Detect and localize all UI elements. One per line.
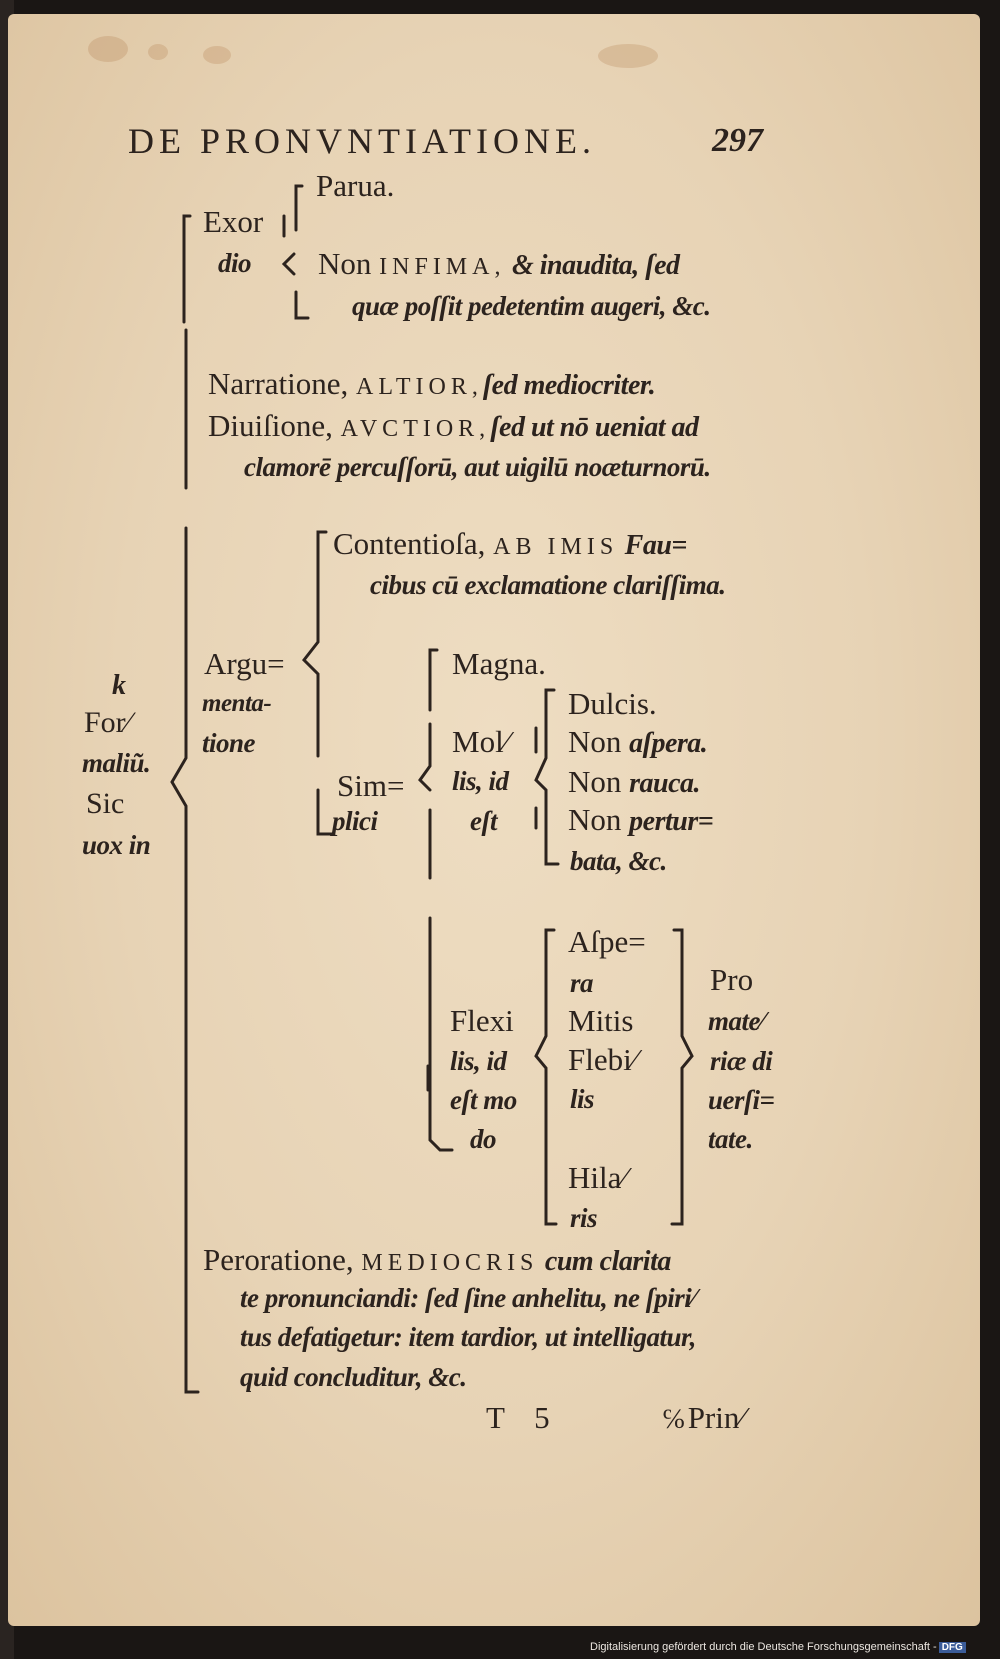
peroratione-line-1: Peroratione, MEDIOCRIS cum clarita: [203, 1242, 671, 1277]
mollis-item: Non rauca.: [568, 764, 701, 799]
flexilis-item: Hila⁄: [568, 1160, 627, 1195]
peroratione-line-4: quid concluditur, &c.: [240, 1362, 467, 1392]
flexilis-label: lis, id: [450, 1046, 507, 1076]
digitization-credit: Digitalisierung gefördert durch die Deutsche Forschungsgemeinschaft - DFG: [590, 1641, 966, 1653]
peroratione-line-2: te pronunciandi: ſed ſine anhelitu, ne ſpiri⁄: [240, 1283, 696, 1313]
flexilis-item: Mitis: [568, 1003, 634, 1038]
marginal-sigil: k: [112, 670, 126, 701]
contentiosa-line-2: cibus cū exclamatione clariſſima.: [370, 570, 726, 600]
peroratione-line-3: tus defatigetur: item tardior, ut intelligatur,: [240, 1322, 696, 1352]
left-label-line: uox in: [82, 830, 151, 860]
mollis-label: lis, id: [452, 766, 509, 796]
exordio-label: Exor: [203, 204, 264, 239]
diuisione-line-1: Diuiſione, AVCTIOR,ſed ut nō ueniat ad: [208, 408, 699, 443]
mollis-item: Non pertur=: [568, 802, 714, 837]
exordio-label: dio: [218, 248, 252, 278]
simplici-label: plici: [332, 806, 378, 836]
mollis-label: Mol⁄: [452, 724, 509, 759]
pro-materia-label: mate⁄: [708, 1006, 764, 1036]
pro-materia-label: riæ di: [710, 1046, 773, 1076]
running-title: DE PRONVNTIATIONE.: [128, 121, 596, 161]
diuisione-line-2: clamorē percuſſorū, aut uigilū noæturnorū.: [244, 452, 711, 482]
mollis-item: bata, &c.: [570, 846, 667, 876]
paragraph-mark-icon: ℅: [662, 1404, 688, 1435]
contentiosa-line-1: Contentioſa, AB IMIS Fau=: [333, 526, 687, 561]
pro-materia-label: uerſi=: [708, 1085, 775, 1115]
flexilis-item: lis: [570, 1084, 595, 1114]
left-label-line: maliũ.: [82, 748, 151, 778]
foxing-stain: [598, 44, 658, 68]
mollis-label: eſt: [470, 806, 497, 836]
foxing-stain: [203, 46, 231, 64]
magna-item: Magna.: [452, 646, 546, 681]
pro-materia-label: tate.: [708, 1124, 753, 1154]
left-label-line: For⁄: [84, 706, 131, 739]
argumentatione-label: Argu=: [204, 646, 285, 681]
exordio-line-2: quæ poſſit pedetentim augeri, &c.: [352, 291, 711, 321]
foxing-stain: [88, 36, 128, 62]
simplici-label: Sim=: [337, 768, 405, 803]
dfg-logo: DFG: [939, 1642, 966, 1653]
page-number: 297: [712, 122, 763, 159]
flexilis-label: do: [470, 1124, 496, 1154]
flexilis-item: ris: [570, 1203, 598, 1233]
left-label-line: Sic: [86, 787, 125, 820]
narratione-line: Narratione, ALTIOR,ſed mediocriter.: [208, 366, 656, 401]
flexilis-label: Flexi: [450, 1003, 514, 1038]
mollis-item: Dulcis.: [568, 686, 657, 721]
mollis-item: Non aſpera.: [568, 724, 708, 759]
signature-mark: T 5: [486, 1400, 550, 1435]
exordio-parua: Parua.: [316, 168, 395, 203]
flexilis-item: ra: [570, 968, 594, 998]
catchword: ℅ Prin⁄: [662, 1400, 745, 1435]
foxing-stain: [148, 44, 168, 60]
pro-materia-label: Pro: [710, 962, 754, 997]
flexilis-item: Aſpe=: [568, 924, 646, 959]
flexilis-item: Flebi⁄: [568, 1042, 637, 1077]
exordio-line-1: Non INFIMA, & inaudita, ſed: [318, 246, 680, 281]
argumentatione-label: tione: [202, 728, 256, 758]
flexilis-label: eſt mo: [450, 1085, 517, 1115]
argumentatione-label: menta-: [202, 690, 272, 717]
